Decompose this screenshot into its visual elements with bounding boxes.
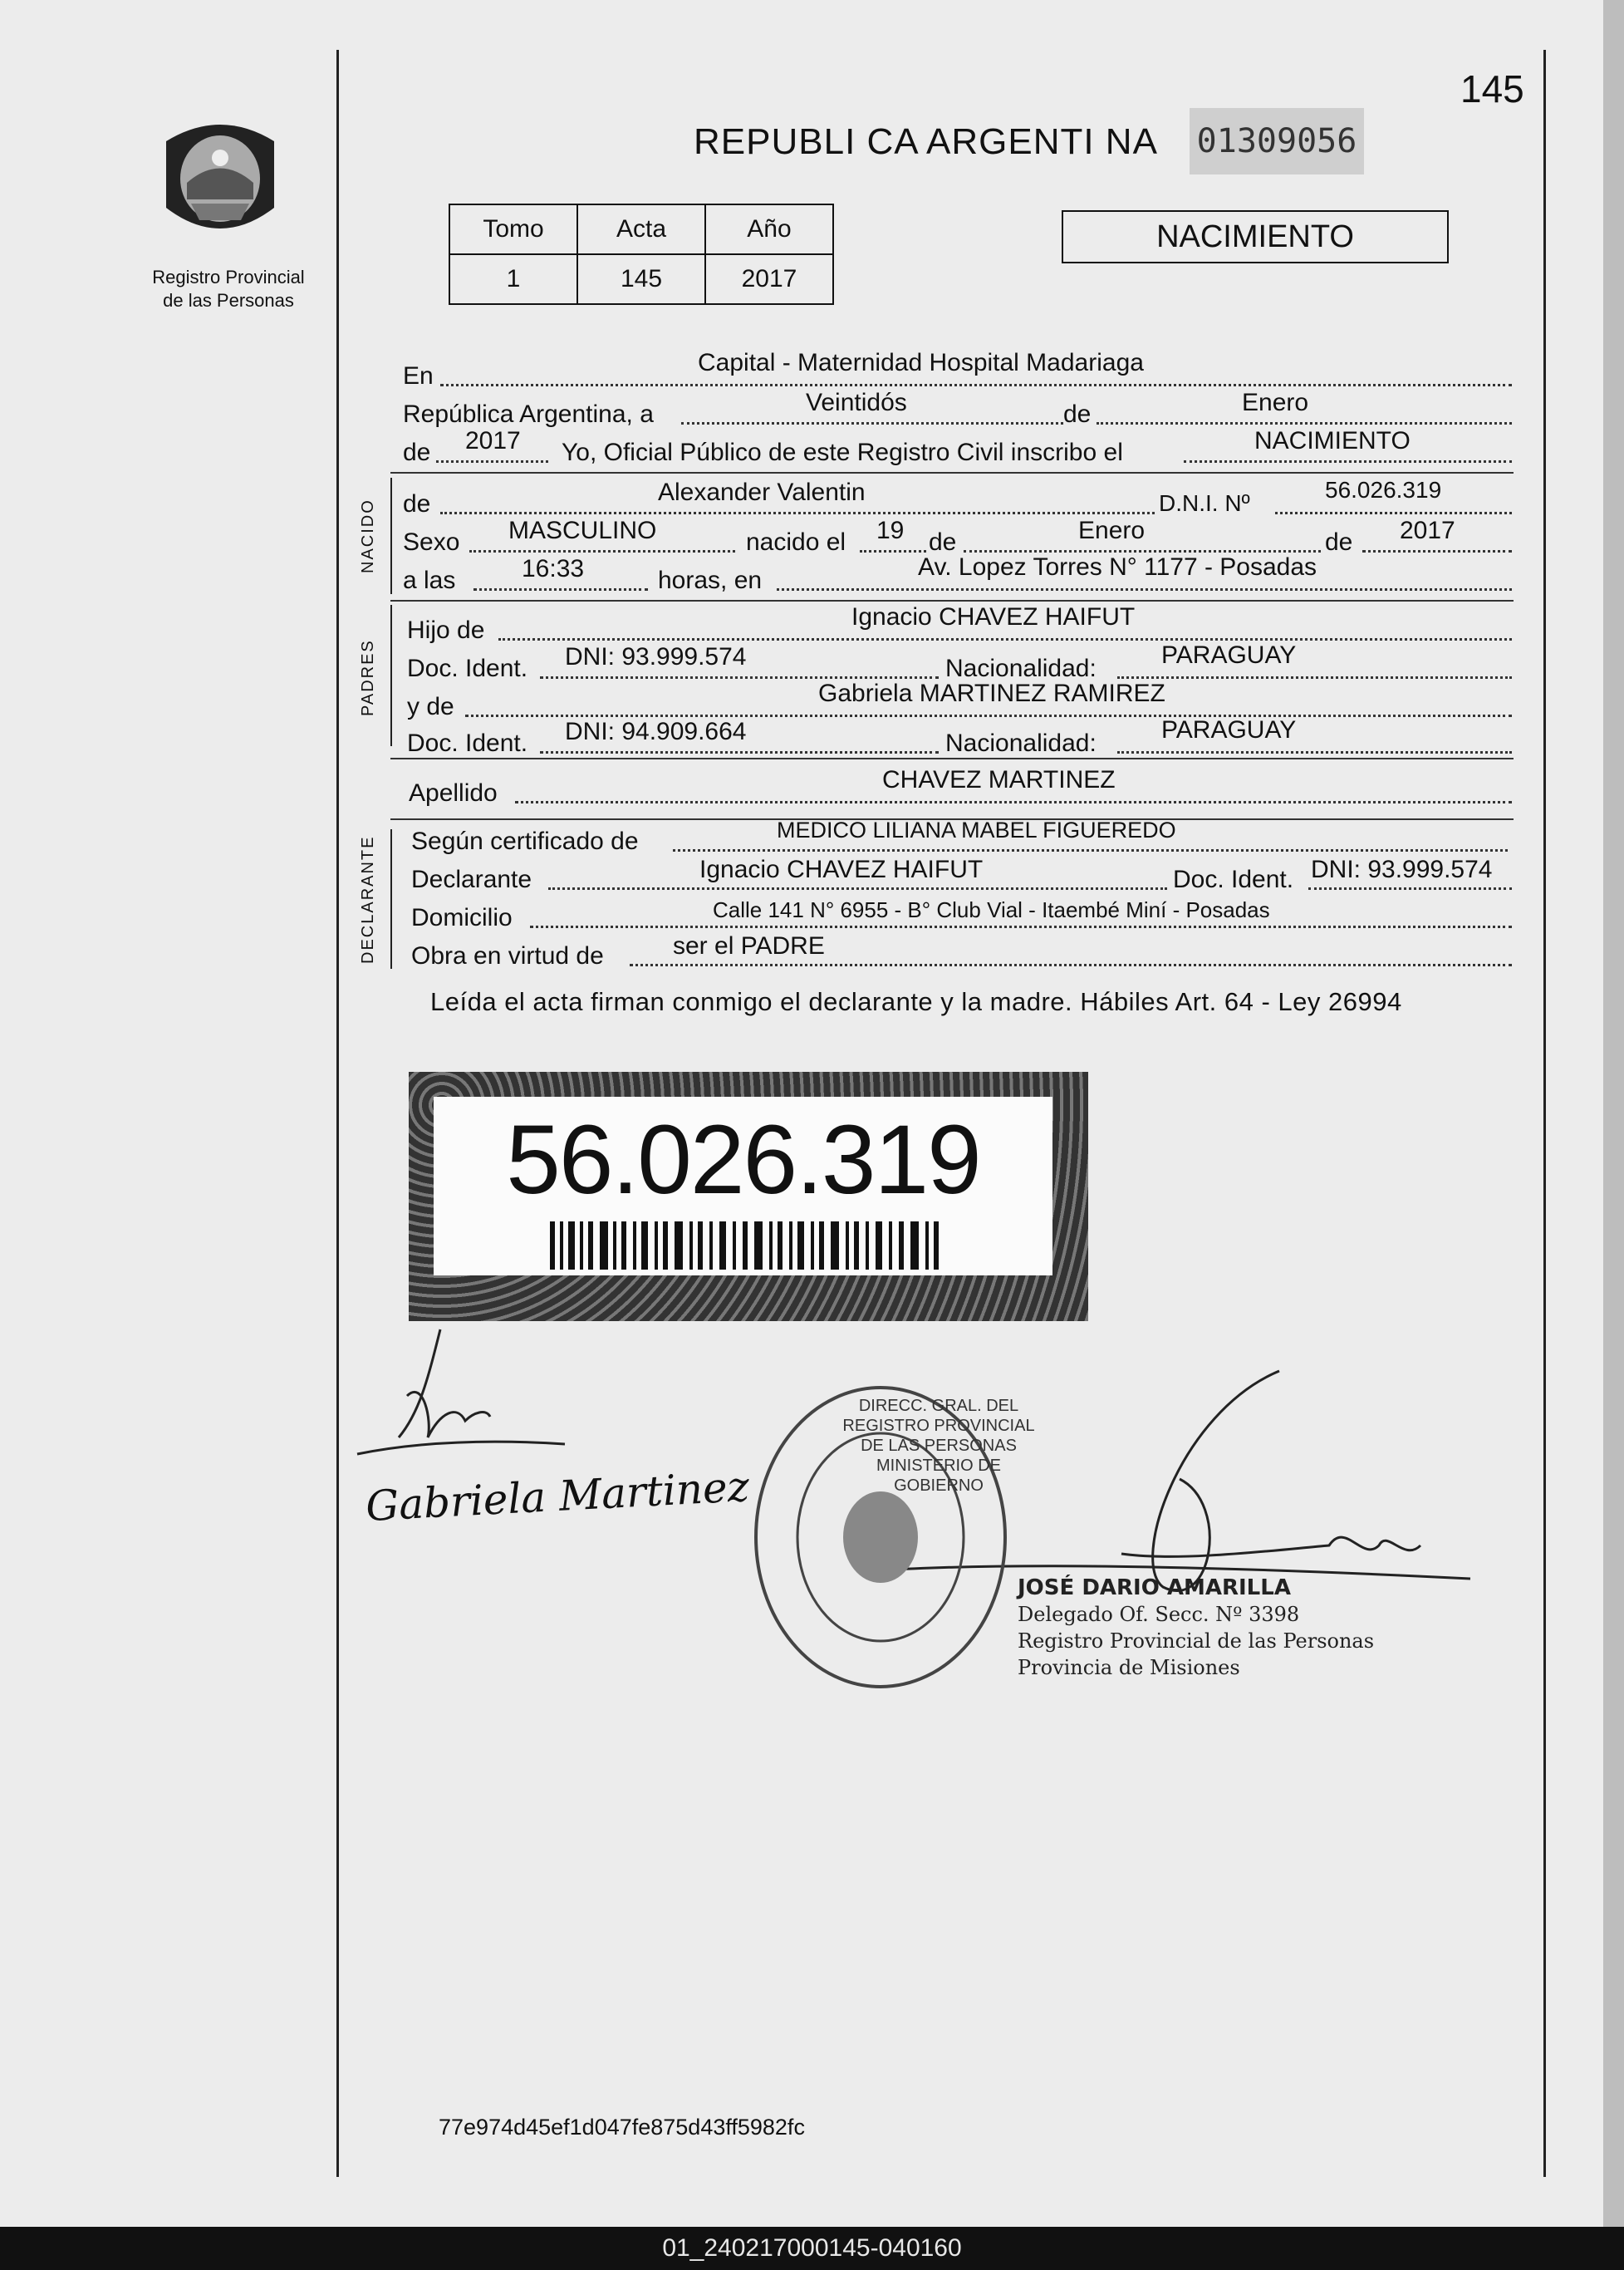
official-stamp-text	[1018, 1575, 1374, 1681]
dotted-line	[436, 460, 548, 463]
label-obra: Obra en virtud de	[411, 942, 604, 970]
value-acta: 145	[577, 254, 705, 304]
dotted-line	[548, 887, 1167, 890]
value-anio: 2017	[465, 427, 521, 454]
closing-statement: Leída el acta firman conmigo el declarante y la madre. Hábiles Art. 64 - Ley 26994	[430, 987, 1402, 1016]
value-nac-dia: 19	[876, 517, 905, 544]
label-nac-madre: Nacionalidad:	[945, 730, 1097, 757]
dotted-line	[964, 550, 1321, 553]
value-hora: 16:33	[522, 555, 585, 582]
value-anio: 2017	[705, 254, 833, 304]
seal-outer-text: DIRECC. GRAL. DEL REGISTRO PROVINCIAL DE LAS PERSONAS	[842, 1397, 1035, 1455]
value-padre: Ignacio CHAVEZ HAIFUT	[851, 603, 1136, 631]
section-bracket	[390, 829, 392, 969]
page-number: 145	[1460, 67, 1524, 111]
dotted-line	[515, 801, 1512, 803]
dotted-line	[465, 715, 1512, 717]
value-apellido: CHAVEZ MARTINEZ	[882, 766, 1116, 794]
label-horas-en: horas, en	[658, 567, 763, 594]
dotted-line	[777, 588, 1512, 591]
dotted-line	[860, 550, 926, 553]
footer-id: 01_240217000145-040160	[662, 2234, 962, 2262]
value-tomo: 1	[449, 254, 577, 304]
register-value-row	[449, 254, 833, 304]
dotted-line	[540, 751, 939, 754]
dotted-line	[469, 550, 735, 553]
label-y-de: y de	[407, 693, 454, 720]
label-sexo: Sexo	[403, 528, 460, 556]
label-doc-padre: Doc. Ident.	[407, 655, 528, 682]
dotted-line	[1117, 676, 1512, 679]
dotted-line	[473, 588, 648, 591]
label-de-mes: de	[929, 528, 957, 556]
label-doc-declarante: Doc. Ident.	[1173, 866, 1294, 893]
official-province: Provincia de Misiones	[1018, 1656, 1240, 1679]
separator	[390, 600, 1514, 602]
dotted-line	[1117, 751, 1512, 754]
dotted-line	[673, 849, 1508, 852]
value-direccion-nac: Av. Lopez Torres N° 1177 - Posadas	[918, 553, 1317, 581]
dotted-line	[530, 926, 1512, 928]
value-dia: Veintidós	[806, 389, 907, 416]
value-madre-nac: PARAGUAY	[1161, 716, 1297, 744]
registry-caption	[133, 266, 324, 312]
dni-label-panel	[434, 1097, 1052, 1275]
value-padre-nac: PARAGUAY	[1161, 641, 1297, 669]
label-nac-padre: Nacionalidad:	[945, 655, 1097, 682]
margin-line	[336, 50, 339, 2177]
label-nacido-el: nacido el	[746, 528, 846, 556]
section-declarante: DECLARANTE	[359, 835, 377, 964]
section-bracket	[390, 605, 392, 746]
label-en: En	[403, 362, 434, 390]
document-title: REPUBLI CA ARGENTI NA	[694, 121, 1158, 162]
value-dni: 56.026.319	[1325, 477, 1442, 503]
page-edge	[1603, 0, 1624, 2227]
barcode-icon	[550, 1221, 940, 1270]
document-hash: 77e974d45ef1d047fe875d43ff5982fc	[439, 2115, 805, 2140]
label-de-nac-anio: de	[1325, 528, 1353, 556]
label-de-anio: de	[403, 439, 431, 466]
dotted-line	[1362, 550, 1512, 553]
dotted-line	[440, 512, 1155, 514]
separator	[390, 472, 1514, 474]
province-seal-logo	[150, 108, 291, 258]
dotted-line	[440, 384, 1512, 386]
label-de-nombre: de	[403, 490, 431, 518]
label-hijo-de: Hijo de	[407, 617, 485, 644]
header-tomo: Tomo	[449, 204, 577, 254]
label-domicilio: Domicilio	[411, 904, 513, 931]
seal-text	[839, 1396, 1038, 1496]
footer-bar	[0, 2227, 1624, 2270]
value-lugar: Capital - Maternidad Hospital Madariaga	[698, 349, 1144, 376]
value-nac-mes: Enero	[1078, 517, 1146, 544]
serial-number: 01309056	[1190, 108, 1364, 174]
dotted-line	[1184, 460, 1512, 463]
register-header-row	[449, 204, 833, 254]
section-nacido: NACIDO	[359, 499, 377, 573]
value-madre: Gabriela MARTINEZ RAMIREZ	[818, 680, 1165, 707]
official-name: JOSÉ DARIO AMARILLA	[1018, 1575, 1291, 1600]
right-margin-line	[1543, 50, 1546, 2177]
dni-security-label	[409, 1072, 1088, 1321]
value-domicilio: Calle 141 N° 6955 - B° Club Vial - Itaembé Miní - Posadas	[713, 897, 1270, 922]
official-office: Registro Provincial de las Personas	[1018, 1629, 1375, 1653]
header-acta: Acta	[577, 204, 705, 254]
label-apellido: Apellido	[409, 779, 498, 807]
act-type-box: NACIMIENTO	[1062, 210, 1449, 263]
dni-label-number: 56.026.319	[506, 1105, 980, 1215]
value-sexo: MASCULINO	[508, 517, 657, 544]
dotted-line	[1097, 422, 1512, 425]
value-madre-doc: DNI: 94.909.664	[565, 718, 747, 745]
section-bracket	[390, 478, 392, 594]
separator	[390, 758, 1514, 759]
label-a-las: a las	[403, 567, 456, 594]
label-yo-inscribo: Yo, Oficial Público de este Registro Civil inscribo el	[562, 439, 1123, 466]
value-certificado: MEDICO LILIANA MABEL FIGUEREDO	[777, 818, 1176, 843]
dotted-line	[1275, 512, 1512, 514]
dotted-line	[630, 964, 1512, 966]
dotted-line	[681, 422, 1063, 425]
dotted-line	[1308, 887, 1512, 890]
label-segun-certificado: Según certificado de	[411, 828, 639, 855]
signature-mother: Gabriela Martinez	[364, 1462, 751, 1531]
value-padre-doc: DNI: 93.999.574	[565, 643, 747, 671]
value-nac-anio: 2017	[1400, 517, 1455, 544]
label-de: de	[1063, 400, 1092, 428]
value-declarante: Ignacio CHAVEZ HAIFUT	[699, 856, 984, 883]
value-acto: NACIMIENTO	[1254, 427, 1411, 454]
seal-inner-text: MINISTERIO DE GOBIERNO	[876, 1457, 1001, 1495]
official-role: Delegado Of. Secc. Nº 3398	[1018, 1603, 1300, 1626]
value-mes: Enero	[1242, 389, 1309, 416]
value-nombre: Alexander Valentin	[658, 479, 866, 506]
label-doc-madre: Doc. Ident.	[407, 730, 528, 757]
dotted-line	[498, 638, 1512, 641]
caption-line-2: de las Personas	[163, 290, 294, 311]
value-declarante-doc: DNI: 93.999.574	[1311, 856, 1493, 883]
value-obra: ser el PADRE	[673, 932, 825, 960]
section-padres: PADRES	[359, 639, 377, 716]
label-republica: República Argentina, a	[403, 400, 654, 428]
header-anio: Año	[705, 204, 833, 254]
register-table	[449, 204, 834, 305]
caption-line-1: Registro Provincial	[152, 267, 305, 287]
dotted-line	[540, 676, 939, 679]
label-dni: D.N.I. Nº	[1159, 490, 1250, 516]
label-declarante: Declarante	[411, 866, 532, 893]
